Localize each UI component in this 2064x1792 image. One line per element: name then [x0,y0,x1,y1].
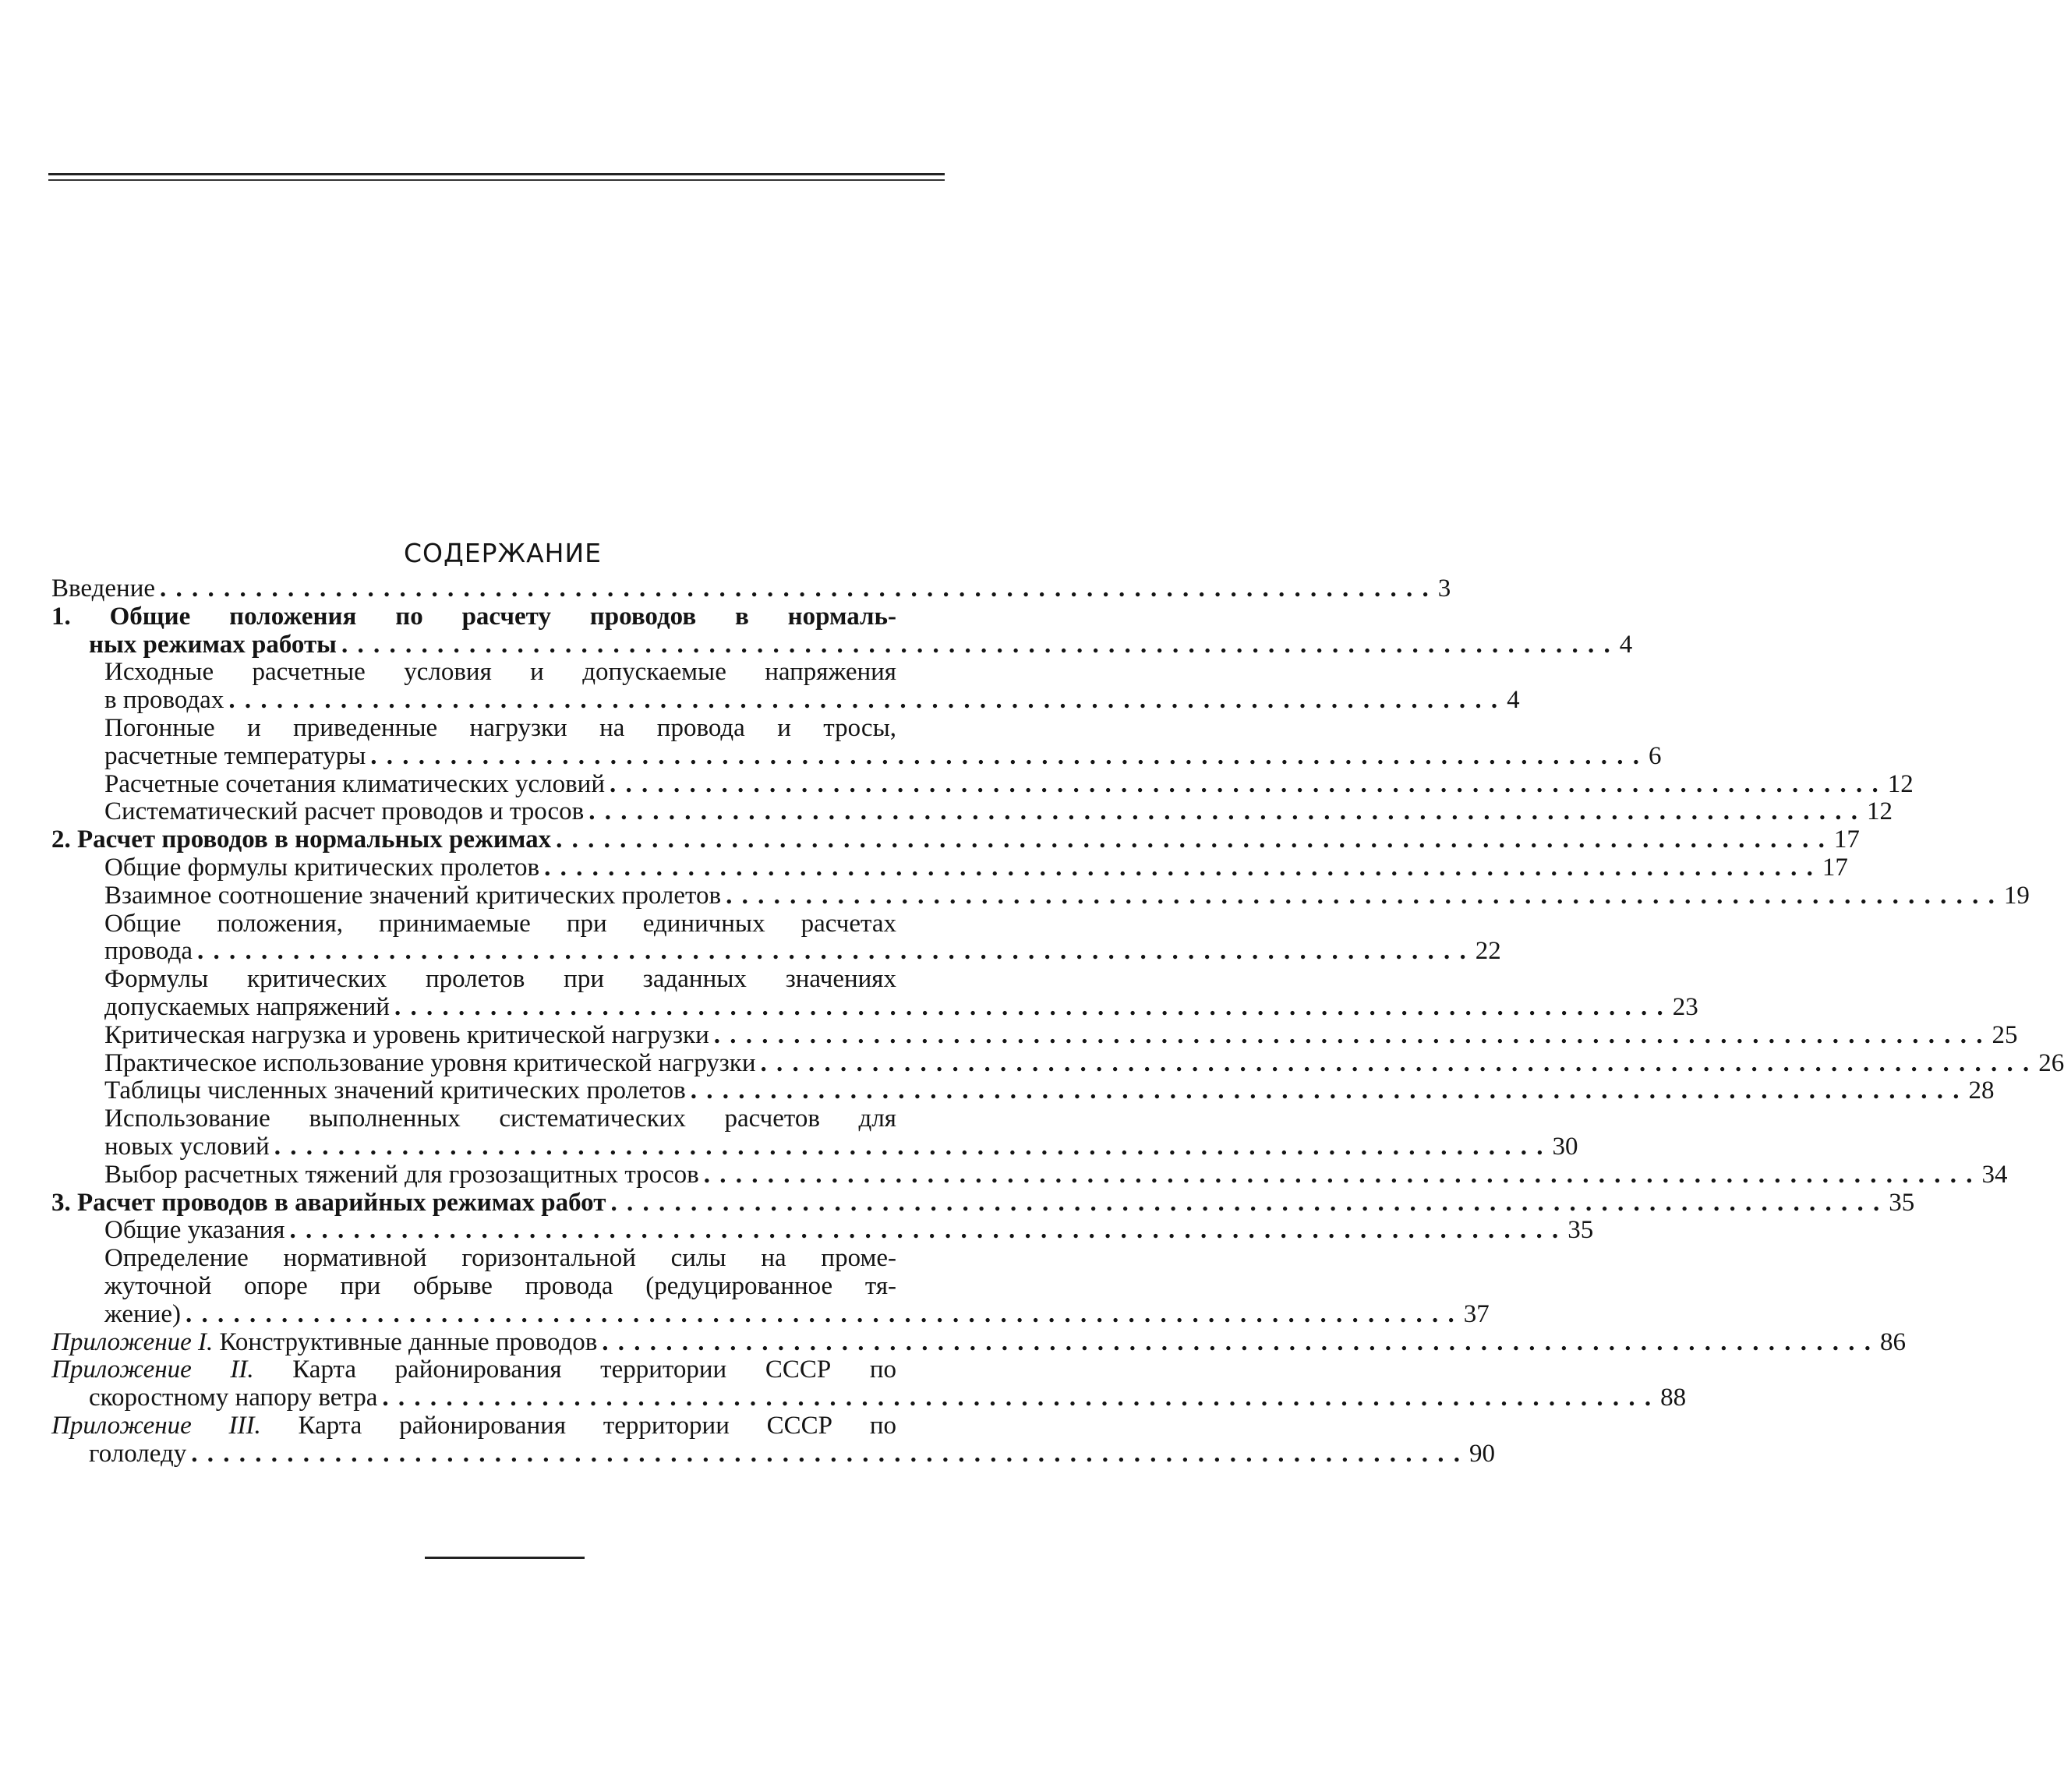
page-number: 6 [1649,741,1662,770]
toc-entry-text: Общие формулы критических пролетов [104,853,540,882]
dot-leader [704,1161,1974,1189]
toc-entry-line [51,574,1451,603]
toc-entry-text: в проводах [104,686,224,715]
toc-entry-text: Таблицы численных значений критических пролетов [104,1076,686,1105]
toc-entry-line [51,1160,2008,1189]
page-number: 3 [1437,574,1451,603]
toc-entry-text: Формулы критических пролетов при заданных значениях [104,965,896,994]
appendix-label: Приложение II. [51,1355,254,1384]
dot-leader [761,1049,2031,1077]
page-number: 37 [1463,1299,1490,1328]
dot-leader [714,1021,1984,1049]
page-number: 25 [1992,1020,2018,1049]
toc-entry-text: Приложение II. Карта районирования территории СССР по [51,1355,897,1384]
toc-entry-text: Выбор расчетных тяжений для грозозащитных тросов [104,1160,699,1189]
toc-entry-line [51,966,959,994]
page-number: 88 [1660,1384,1687,1412]
dot-leader [228,686,1499,714]
dot-leader [394,993,1665,1021]
toc-entry-text: провода [104,937,193,966]
toc-entry-text: Систематический расчет проводов и тросов [104,797,585,826]
toc-entry-line [51,1273,959,1301]
page-number: 19 [2003,881,2030,910]
toc-entry-text: Приложение III. Карта районирования территории СССР по [51,1411,896,1440]
toc-entry[interactable] [51,1048,2064,1078]
appendix-label: Приложение I. [51,1327,214,1356]
toc-entry[interactable] [51,881,2030,910]
toc-entry[interactable] [51,853,1848,882]
toc-entry[interactable] [51,574,1451,603]
page-number: 17 [1833,825,1860,854]
dot-leader [191,1440,1461,1468]
page-number: 12 [1887,769,1914,798]
toc-entry[interactable] [51,1411,1496,1469]
dot-leader [556,825,1826,854]
toc-entry[interactable] [51,1105,1578,1161]
toc-entry-line [51,797,1893,826]
dot-leader [197,937,1468,965]
toc-entry-line [51,1327,1907,1357]
toc-entry-line [51,992,1698,1022]
top-rule-line-1 [48,173,945,175]
dot-leader [602,1328,1872,1356]
toc-entry-line [51,1216,1594,1245]
dot-leader [610,1189,1881,1217]
toc-entry-text: Практическое использование уровня критической нагрузки [104,1048,756,1077]
toc-entry[interactable] [51,713,1662,771]
dot-leader [274,1133,1545,1161]
page-title: СОДЕРЖАНИЕ [403,538,603,568]
toc-entry-text: Приложение I. Конструктивные данные проводов [51,1327,598,1356]
toc-entry-text: Введение [51,574,156,603]
page-number: 4 [1507,686,1520,715]
toc-entry[interactable] [51,797,1893,826]
toc-entry-line [51,630,1633,659]
toc-entry[interactable] [51,825,1860,854]
toc-entry-text: 2. Расчет проводов в нормальных режимах [51,825,552,854]
toc-entry-line [51,853,1848,882]
toc-entry-text: Исходные расчетные условия и допускаемые напряжения [104,658,896,687]
toc-entry-line [51,825,1860,854]
toc-entry-line [51,1356,959,1384]
page-number: 28 [1968,1076,1995,1105]
dot-leader [726,882,1996,910]
toc-entry-line [51,715,959,743]
toc-entry[interactable] [51,1216,1594,1245]
page-number: 90 [1469,1439,1496,1468]
dot-leader [588,797,1859,825]
toc-entry-text: Критическая нагрузка и уровень критической нагрузки [104,1020,709,1049]
toc-entry-line [51,1188,1915,1218]
toc-entry-text: жуточной опоре при обрыве провода (редуцированное тя- [104,1271,896,1300]
dot-leader [186,1300,1456,1328]
page-number: 26 [2038,1048,2064,1077]
page-number: 22 [1475,937,1501,966]
toc-entry[interactable] [51,1076,1995,1105]
toc-entry-line [51,659,959,687]
toc-entry[interactable] [51,602,1633,659]
toc-entry-line [51,769,1914,799]
toc-entry-text: новых условий [104,1132,270,1161]
toc-entry-line [51,741,1662,771]
toc-entry-line [51,1105,959,1133]
toc-entry-line [51,1245,959,1273]
toc-entry-text: 3. Расчет проводов в аварийных режимах работ [51,1188,606,1217]
toc-entry-line [51,1020,2018,1050]
toc-entry[interactable] [51,1188,1915,1218]
page-number: 30 [1552,1132,1578,1161]
toc-entry-text: допускаемых напряжений [104,992,390,1021]
toc-entry[interactable] [51,1160,2008,1189]
page-number: 17 [1822,853,1848,882]
page-number: 35 [1889,1188,1915,1217]
toc-entry-text: Взаимное соотношение значений критических пролетов [104,881,722,910]
dot-leader [382,1384,1652,1412]
dot-leader [610,770,1880,798]
toc-entry[interactable] [51,1327,1907,1357]
toc-entry[interactable] [51,1020,2018,1050]
toc-entry-line [51,1412,959,1440]
toc-entry-line [51,910,959,938]
toc-entry-line [51,1076,1995,1105]
toc-entry-text: Общие положения, принимаемые при единичных расчетах [104,909,896,938]
toc-entry-text: Определение нормативной горизонтальной силы на проме- [104,1244,896,1273]
toc-entry-line [51,686,1520,715]
dot-leader [289,1216,1560,1244]
toc-entry-text: ных режимах работы [89,630,337,659]
toc-entry-line [51,603,959,631]
toc-entry-text: 1. Общие положения по расчету проводов в нормаль- [51,602,896,631]
appendix-label: Приложение III. [51,1411,261,1440]
toc-entry-text: скоростному напору ветра [89,1384,378,1412]
page-number: 12 [1867,797,1893,826]
page-number: 4 [1619,630,1633,659]
top-rule-line-2 [48,179,945,181]
toc-entry-line [51,1132,1578,1161]
dot-leader [544,854,1815,882]
toc-entry-text: расчетные температуры [104,741,366,770]
toc-entry-line [51,1439,1496,1469]
toc-entry-line [51,937,1501,966]
dot-leader [370,742,1641,770]
page-number: 86 [1880,1327,1907,1356]
toc-entry-line [51,1048,2064,1078]
toc-entry-text: Погонные и приведенные нагрузки на провода и тросы, [104,713,896,742]
page-number: 34 [1981,1160,2008,1189]
toc-entry-text: Общие указания [104,1216,285,1245]
toc-entry[interactable] [51,1244,1490,1328]
toc-entry[interactable] [51,1355,1687,1412]
toc-entry[interactable] [51,909,1501,967]
toc-entry-text: Использование выполненных систематических расчетов для [104,1105,896,1133]
toc-entry[interactable] [51,658,1520,715]
toc-entry[interactable] [51,965,1698,1022]
toc-entry-text: Расчетные сочетания климатических условий [104,769,606,798]
toc-entry-line [51,881,2030,910]
toc-entry-text: гололеду [89,1439,187,1468]
toc-entry-line [51,1299,1490,1329]
table-of-contents [51,574,2064,1469]
dot-leader [691,1076,1961,1105]
toc-entry-text: жение) [104,1299,181,1328]
bottom-rule [425,1557,585,1559]
toc-entry-line [51,1384,1687,1412]
dot-leader [341,631,1612,659]
toc-entry[interactable] [51,769,1914,799]
dot-leader [160,574,1430,603]
page-number: 35 [1567,1216,1594,1245]
page-number: 23 [1672,992,1698,1021]
